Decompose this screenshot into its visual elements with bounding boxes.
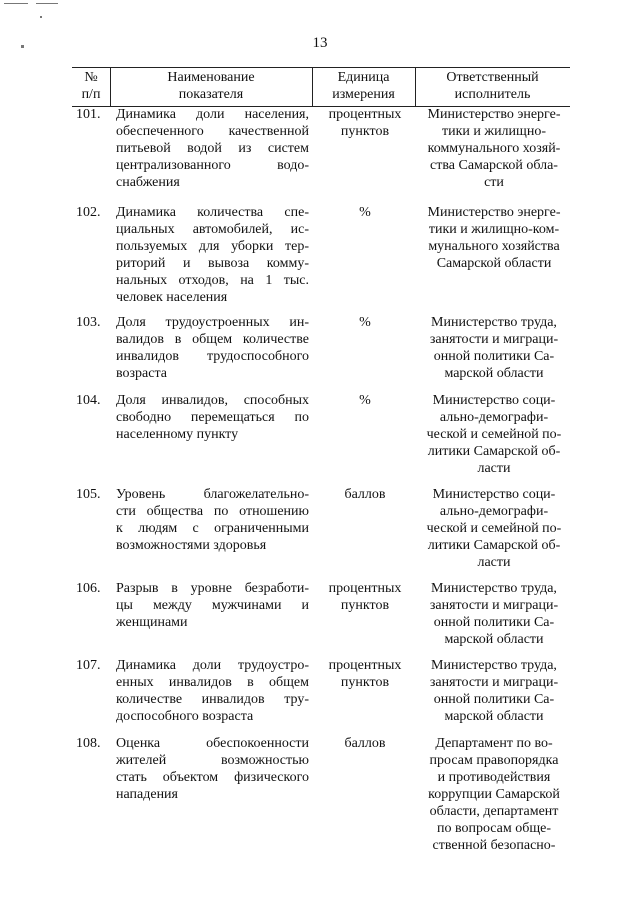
indicator-name: Разрыв в уровне безработи- цы между мужчинами и женщинами: [116, 581, 309, 630]
unit-of-measure: %: [359, 205, 371, 220]
indicator-name: Динамика количества спе- циальных автомобилей, ис- пользуемых для уборки тер- риторий и вывоза комму- нальных отходов, на 1 тыс. человек населения: [116, 205, 309, 305]
row-number: 105.: [76, 487, 101, 502]
scan-mark: [4, 3, 28, 4]
unit-of-measure: %: [359, 393, 371, 408]
row-number: 104.: [76, 393, 101, 408]
indicator-name: Динамика доли трудоустро- енных инвалидов в общем количестве инвалидов тру- доспособного возраста: [116, 658, 309, 724]
row-number: 107.: [76, 658, 101, 673]
indicator-name: Динамика доли населения, обеспеченного качественной питьевой водой из систем централизованного водо- снабжения: [116, 107, 309, 190]
responsible-executor: Министерство энерге- тики и жилищно- коммунального хозяй- ства Самарской обла- сти: [427, 107, 561, 190]
header-resp: Ответственный исполнитель: [446, 70, 539, 102]
scan-mark: [36, 3, 58, 4]
responsible-executor: Министерство соци- ально-демографи- ческой и семейной по- литики Самарской об- ласти: [426, 487, 562, 570]
responsible-executor: Министерство труда, занятости и миграци- онной политики Са- марской области: [429, 658, 559, 724]
indicator-name: Оценка обеспокоенности жителей возможностью стать объектом физического нападения: [116, 736, 309, 802]
unit-of-measure: процентных пунктов: [328, 658, 402, 690]
header-name: Наименование показателя: [167, 70, 255, 102]
responsible-executor: Министерство энерге- тики и жилищно-ком- мунального хозяйства Самарской области: [427, 205, 561, 271]
responsible-executor: Министерство труда, занятости и миграци- онной политики Са- марской области: [429, 581, 559, 647]
unit-of-measure: баллов: [344, 736, 386, 751]
table-header: [72, 67, 570, 107]
indicator-name: Доля инвалидов, способных свободно перемещаться по населенному пункту: [116, 393, 309, 442]
header-unit: Единица измерения: [332, 70, 395, 102]
row-number: 108.: [76, 736, 101, 751]
unit-of-measure: процентных пунктов: [328, 107, 402, 139]
unit-of-measure: %: [359, 315, 371, 330]
row-number: 106.: [76, 581, 101, 596]
unit-of-measure: процентных пунктов: [328, 581, 402, 613]
responsible-executor: Министерство труда, занятости и миграци- онной политики Са- марской области: [429, 315, 559, 381]
responsible-executor: Департамент по во- просам правопорядка и противодействия коррупции Самарской области, департамент по вопросам обще- ственной безопасно-: [428, 736, 560, 853]
row-number: 101.: [76, 107, 101, 122]
indicator-name: Уровень благожелательно- сти общества по отношению к людям с ограниченными возможностями здоровья: [116, 487, 309, 553]
header-num: № п/п: [81, 70, 101, 102]
unit-of-measure: баллов: [344, 487, 386, 502]
row-number: 102.: [76, 205, 101, 220]
scan-mark: [40, 16, 42, 18]
page-number: 13: [312, 35, 328, 51]
responsible-executor: Министерство соци- ально-демографи- ческой и семейной по- литики Самарской об- ласти: [426, 393, 562, 476]
row-number: 103.: [76, 315, 101, 330]
indicator-name: Доля трудоустроенных ин- валидов в общем количестве инвалидов трудоспособного возраста: [116, 315, 309, 381]
